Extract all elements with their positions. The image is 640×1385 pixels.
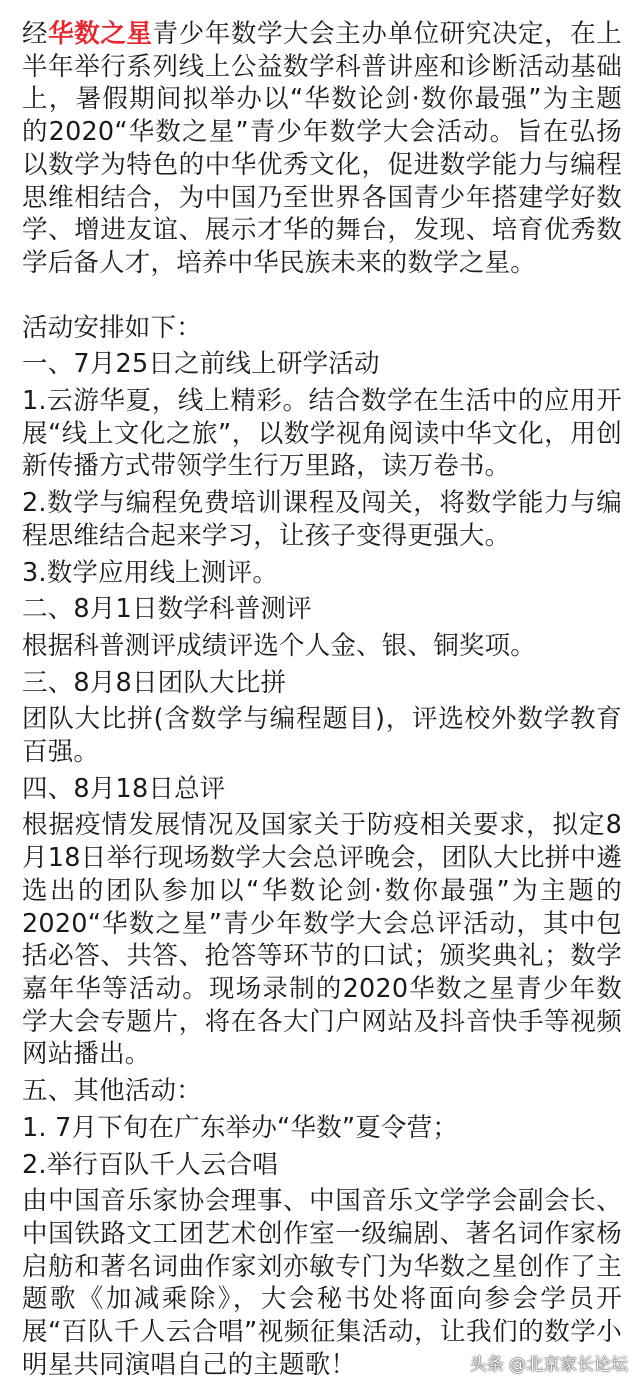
section-1-item-1: 1.云游华夏，线上精彩。结合数学在生活中的应用开展“线上文化之旅”，以数学视角阅读中华文化，用创新传播方式带领学生行万里路，读万卷书。: [22, 386, 622, 482]
section-1-item-2: 2.数学与编程免费培训课程及闯关，将数学能力与编程思维结合起来学习，让孩子变得更强大。: [22, 488, 622, 551]
section-2-heading: 二、8月1日数学科普测评: [22, 594, 312, 625]
brand-highlight: 华数之星: [48, 19, 153, 49]
section-5-item-1: 1. 7月下旬在广东举办“华数”夏令营；: [22, 1112, 459, 1143]
section-4-heading: 四、8月18日总评: [22, 773, 226, 804]
intro-body: 青少年数学大会主办单位研究决定，在上半年举行系列线上公益数学科普讲座和诊断活动基础上，暑假期间拟举办以“华数论剑·数你最强”为主题的2020“华数之星”青少年数学大会活动。旨在弘扬以数学为特色的中华优秀文化，促进数学能力与编程思维相结合，为中国乃至世界各国青少年搭建学好数学、增进友谊、展示才华的舞台，发现、培育优秀数学后备人才，培养中华民族未来的数学之星。: [22, 19, 622, 278]
section-spacer: [22, 280, 622, 312]
article-body: [22, 18, 622, 1385]
section-5-item-2: 2.举行百队千人云合唱: [22, 1149, 279, 1180]
schedule-title: 活动安排如下：: [22, 312, 202, 343]
section-1-heading: 一、7月25日之前线上研学活动: [22, 349, 380, 380]
section-5-item-3: 由中国音乐家协会理事、中国音乐文学学会副会长、中国铁路文工团艺术创作室一级编剧、著名词作家杨启舫和著名词曲作家刘亦敏专门为华数之星创作了主题歌《加减乘除》，大会秘书处将面向参会学员开展“百队千人云合唱”视频征集活动，让我们的数学小明星共同演唱自己的主题歌！: [22, 1186, 622, 1380]
intro-prefix: 经: [22, 19, 49, 49]
section-2-item-1: 根据科普测评成绩评选个人金、银、铜奖项。: [22, 630, 537, 661]
section-4-item-1: 根据疫情发展情况及国家关于防疫相关要求，拟定8月18日举行现场数学大会总评晚会，团队大比拼中遴选出的团队参加以“华数论剑·数你最强”为主题的2020“华数之星”青少年数学大会总评活动，其中包括必答、共答、抢答等环节的口试；颁奖典礼；数学嘉年华等活动。现场录制的2020华数之星青少年数学大会专题片，将在各大门户网站及抖音快手等视频网站播出。: [22, 810, 622, 1070]
source-watermark: 头条 @北京家长论坛: [469, 1355, 628, 1375]
section-3-item-1: 团队大比拼(含数学与编程题目)，评选校外数学教育百强。: [22, 704, 622, 768]
section-1-item-3: 3.数学应用线上测评。: [22, 557, 279, 588]
intro-paragraph: [22, 18, 622, 280]
section-3-heading: 三、8月8日团队大比拼: [22, 667, 287, 698]
section-5-heading: 五、其他活动：: [22, 1076, 202, 1107]
